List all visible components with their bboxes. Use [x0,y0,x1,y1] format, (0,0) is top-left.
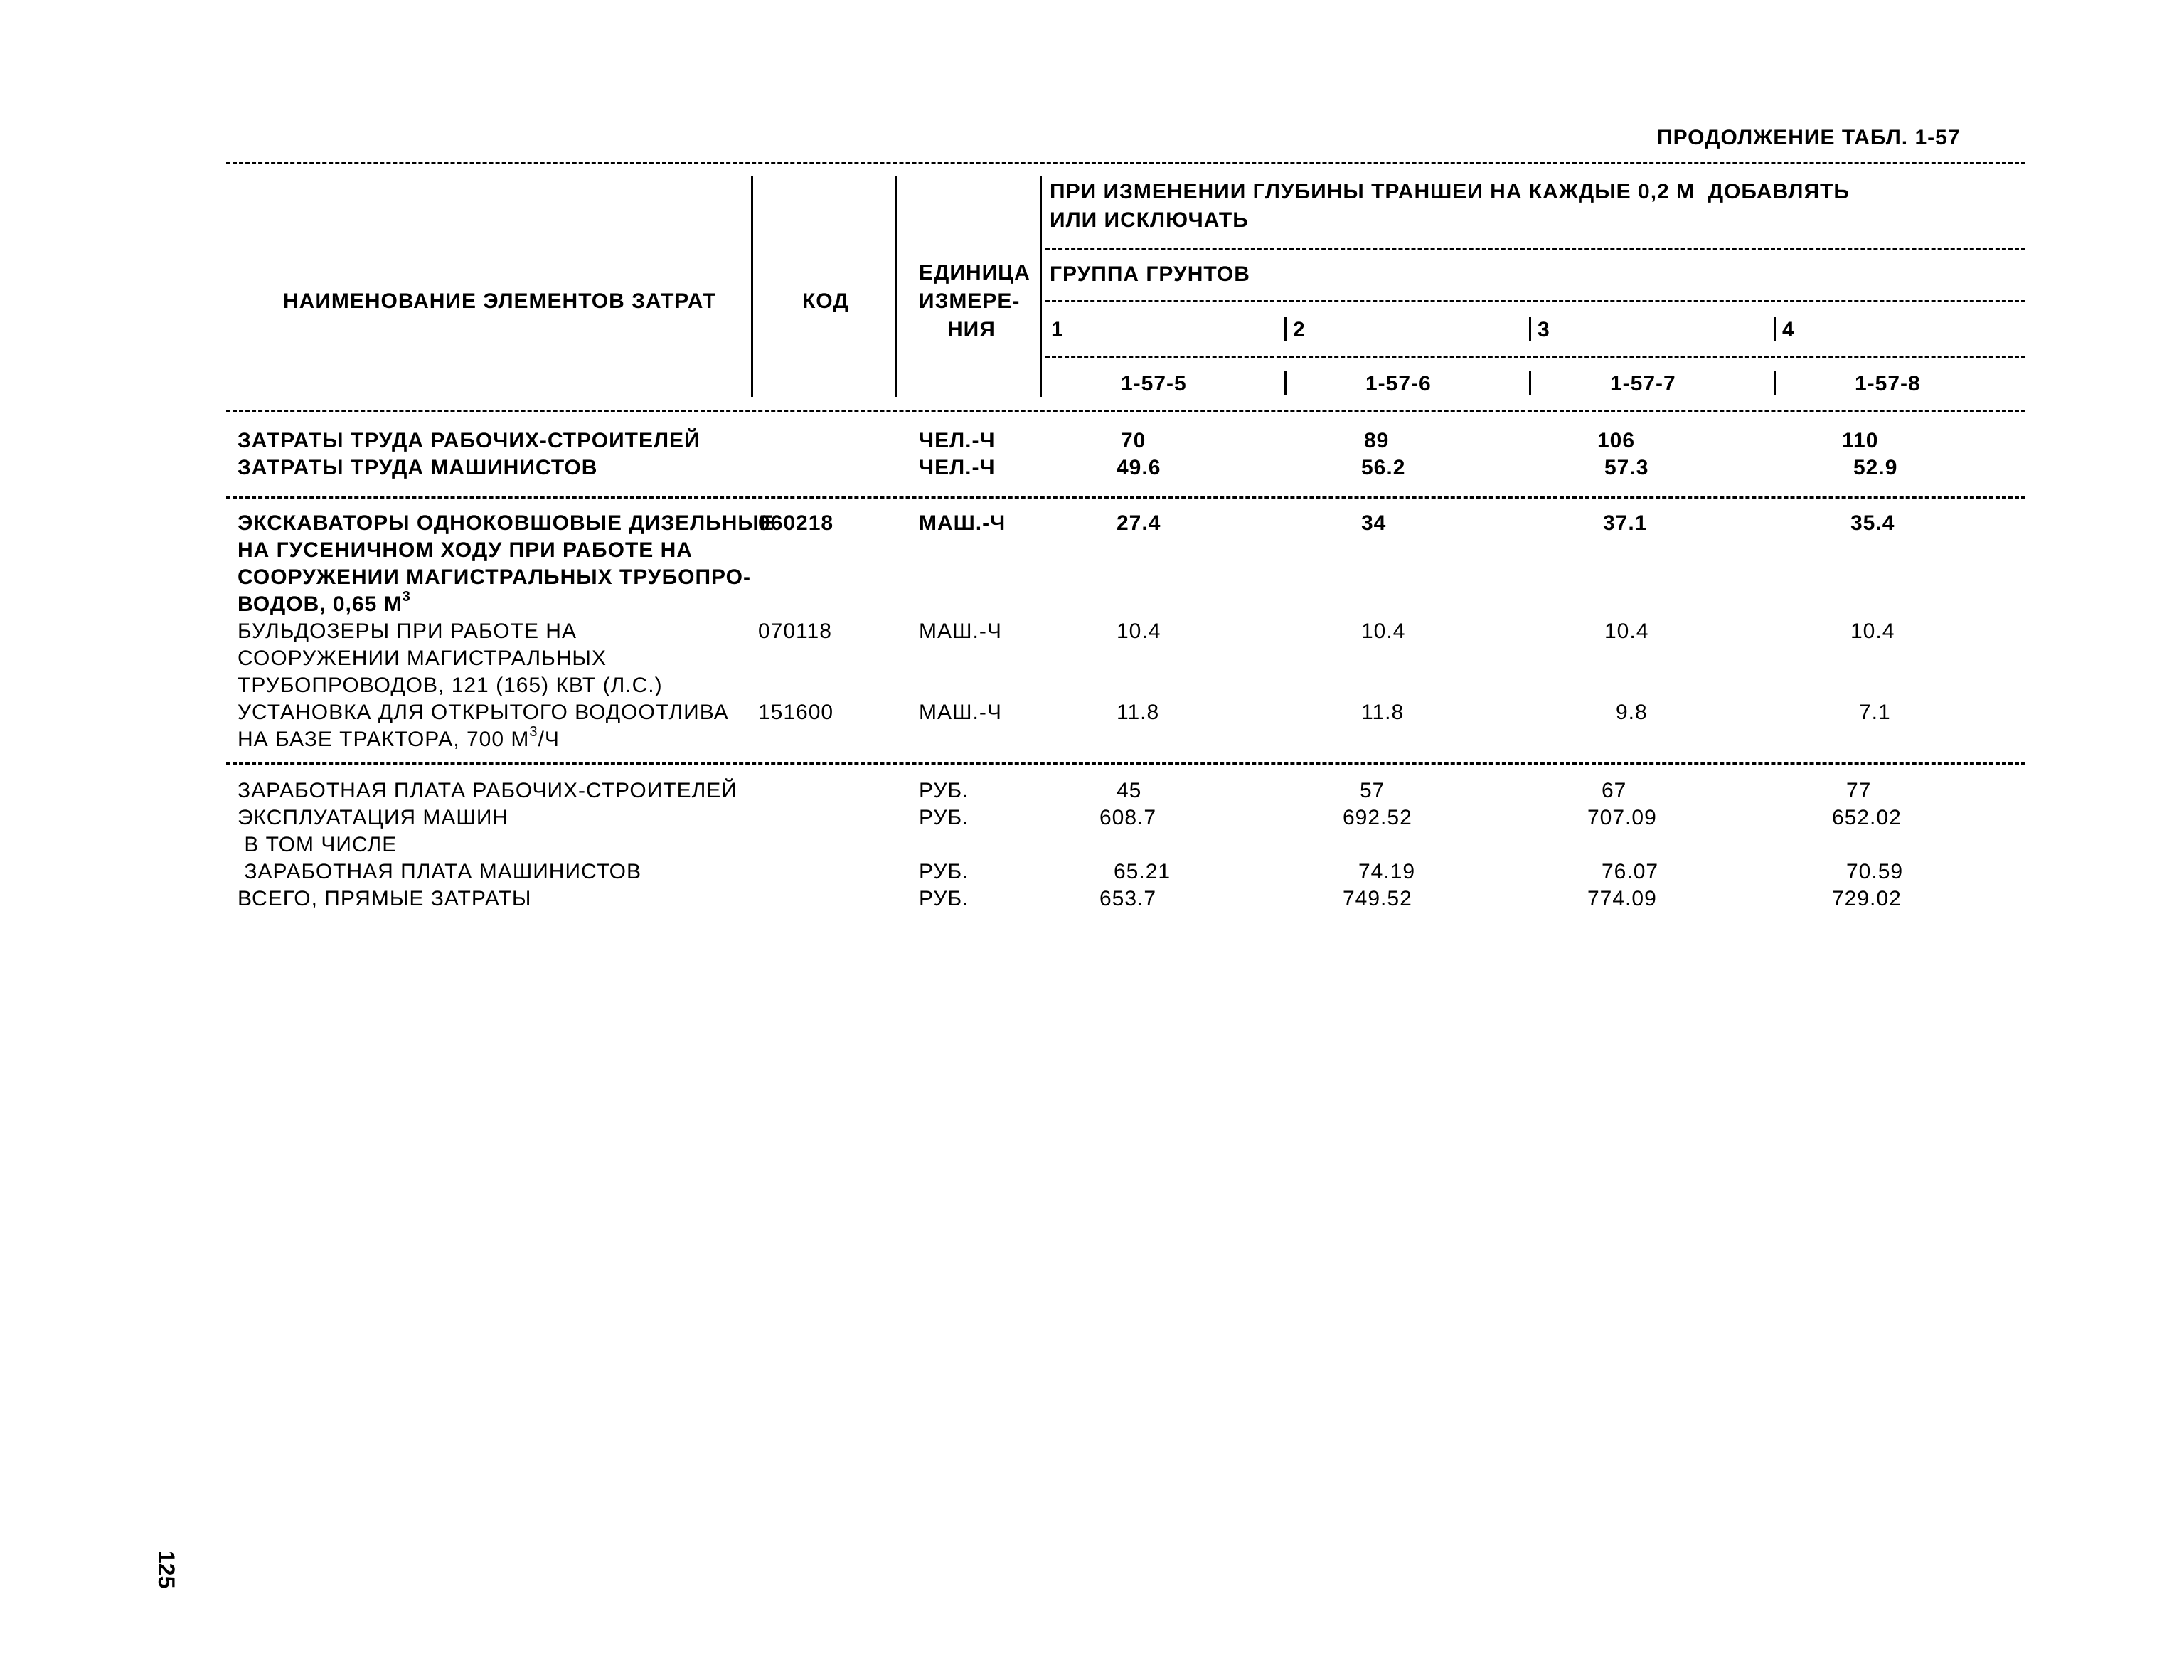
row-value: 57 [1360,779,1385,802]
row-value: 34 [1361,511,1387,535]
group-divider [1284,317,1287,341]
unit-column-header: ИЗМЕРЕ- [919,289,1021,313]
row-name: ЭКСКАВАТОРЫ ОДНОКОВШОВЫЕ ДИЗЕЛЬНЫЕ [238,511,774,535]
row-name: ЗАРАБОТНАЯ ПЛАТА МАШИНИСТОВ [238,860,642,883]
row-value: 65.21 [1114,860,1171,883]
row-unit: ЧЕЛ.-Ч [919,429,996,452]
row-value: 35.4 [1850,511,1895,535]
row-code: 060218 [758,511,834,535]
row-name: ТРУБОПРОВОДОВ, 121 (165) КВТ (Л.С.) [238,674,663,697]
group-title: ГРУППА ГРУНТОВ [1050,262,1250,286]
unit-column-header: НИЯ [947,318,996,341]
depth-title: ИЛИ ИСКЛЮЧАТЬ [1050,208,1249,232]
row-value: 70.59 [1846,860,1904,883]
header-rule [1045,248,2025,250]
header-divider [751,176,753,397]
code-column-header: КОД [802,289,849,313]
row-value: 45 [1117,779,1142,802]
norm-code: 1-57-8 [1855,372,1921,395]
row-value: 76.07 [1602,860,1659,883]
row-value: 653.7 [1099,887,1157,910]
row-value: 707.09 [1587,806,1657,829]
row-value: 652.02 [1832,806,1902,829]
row-name: УСТАНОВКА ДЛЯ ОТКРЫТОГО ВОДООТЛИВА [238,701,729,724]
section-rule [226,496,2025,499]
row-name: НА БАЗЕ ТРАКТОРА, 700 $М^3/Ч$ [238,724,560,751]
row-value: 67 [1602,779,1627,802]
row-value: 106 [1597,429,1636,452]
unit-column-header: ЕДИНИЦА [919,261,1030,285]
row-unit: РУБ. [919,806,969,829]
depth-title: ПРИ ИЗМЕНЕНИИ ГЛУБИНЫ ТРАНШЕИ НА КАЖДЫЕ 0,2 М ДОБАВЛЯТЬ [1050,180,1850,203]
header-divider [895,176,897,397]
row-value: 7.1 [1859,701,1891,724]
row-name: СООРУЖЕНИИ МАГИСТРАЛЬНЫХ ТРУБОПРО- [238,565,751,589]
row-value: 11.8 [1117,701,1160,724]
row-unit: МАШ.-Ч [919,620,1002,643]
row-name: В ТОМ ЧИСЛЕ [238,833,398,856]
row-value: 89 [1364,429,1390,452]
row-value: 9.8 [1616,701,1648,724]
norm-code: 1-57-6 [1365,372,1432,395]
code-divider [1529,371,1531,395]
row-name: ЗАТРАТЫ ТРУДА РАБОЧИХ-СТРОИТЕЛЕЙ [238,429,701,452]
row-code: 070118 [758,620,832,643]
row-value: 70 [1121,429,1146,452]
row-value: 74.19 [1358,860,1416,883]
row-value: 692.52 [1343,806,1412,829]
row-unit: РУБ. [919,779,969,802]
code-divider [1774,371,1776,395]
header-rule [1045,300,2025,302]
row-name: ЗАТРАТЫ ТРУДА МАШИНИСТОВ [238,456,598,479]
group-divider [1774,317,1776,341]
section-rule [226,762,2025,765]
code-divider [1284,371,1287,395]
group-number: 2 [1293,318,1306,341]
group-number: 4 [1782,318,1795,341]
norm-code: 1-57-5 [1121,372,1187,395]
row-name: ЗАРАБОТНАЯ ПЛАТА РАБОЧИХ-СТРОИТЕЛЕЙ [238,779,737,802]
group-number: 1 [1051,318,1064,341]
row-unit: РУБ. [919,860,969,883]
name-column-header: НАИМЕНОВАНИЕ ЭЛЕМЕНТОВ ЗАТРАТ [283,289,717,313]
row-value: 774.09 [1587,887,1657,910]
row-value: 749.52 [1343,887,1412,910]
row-name: ЭКСПЛУАТАЦИЯ МАШИН [238,806,509,829]
row-value: 52.9 [1853,456,1898,479]
row-value: 729.02 [1832,887,1902,910]
row-name: БУЛЬДОЗЕРЫ ПРИ РАБОТЕ НА [238,620,577,643]
row-code: 151600 [758,701,834,724]
row-name: ВСЕГО, ПРЯМЫЕ ЗАТРАТЫ [238,887,532,910]
header-rule [1045,356,2025,358]
row-value: 57.3 [1604,456,1649,479]
top-rule [226,162,2025,164]
row-name: НА ГУСЕНИЧНОМ ХОДУ ПРИ РАБОТЕ НА [238,538,693,562]
row-value: 37.1 [1603,511,1648,535]
table-caption: ПРОДОЛЖЕНИЕ ТАБЛ. 1-57 [1657,126,1961,149]
row-value: 56.2 [1361,456,1406,479]
row-value: 27.4 [1117,511,1161,535]
group-number: 3 [1538,318,1550,341]
row-value: 608.7 [1099,806,1157,829]
row-value: 77 [1846,779,1872,802]
group-divider [1529,317,1531,341]
row-value: 110 [1842,429,1879,452]
row-value: 11.8 [1361,701,1405,724]
row-value: 10.4 [1117,620,1161,643]
row-value: 10.4 [1604,620,1649,643]
row-unit: РУБ. [919,887,969,910]
row-value: 10.4 [1850,620,1895,643]
row-unit: МАШ.-Ч [919,511,1006,535]
header-divider [1040,176,1042,397]
row-unit: ЧЕЛ.-Ч [919,456,996,479]
row-name: СООРУЖЕНИИ МАГИСТРАЛЬНЫХ [238,647,607,670]
row-name: ВОДОВ, 0,65 $М^3$ [238,589,411,616]
row-unit: МАШ.-Ч [919,701,1002,724]
row-value: 10.4 [1361,620,1406,643]
page-number: 125 [154,1551,179,1589]
row-value: 49.6 [1117,456,1161,479]
header-bottom-rule [226,410,2025,412]
norm-code: 1-57-7 [1610,372,1676,395]
